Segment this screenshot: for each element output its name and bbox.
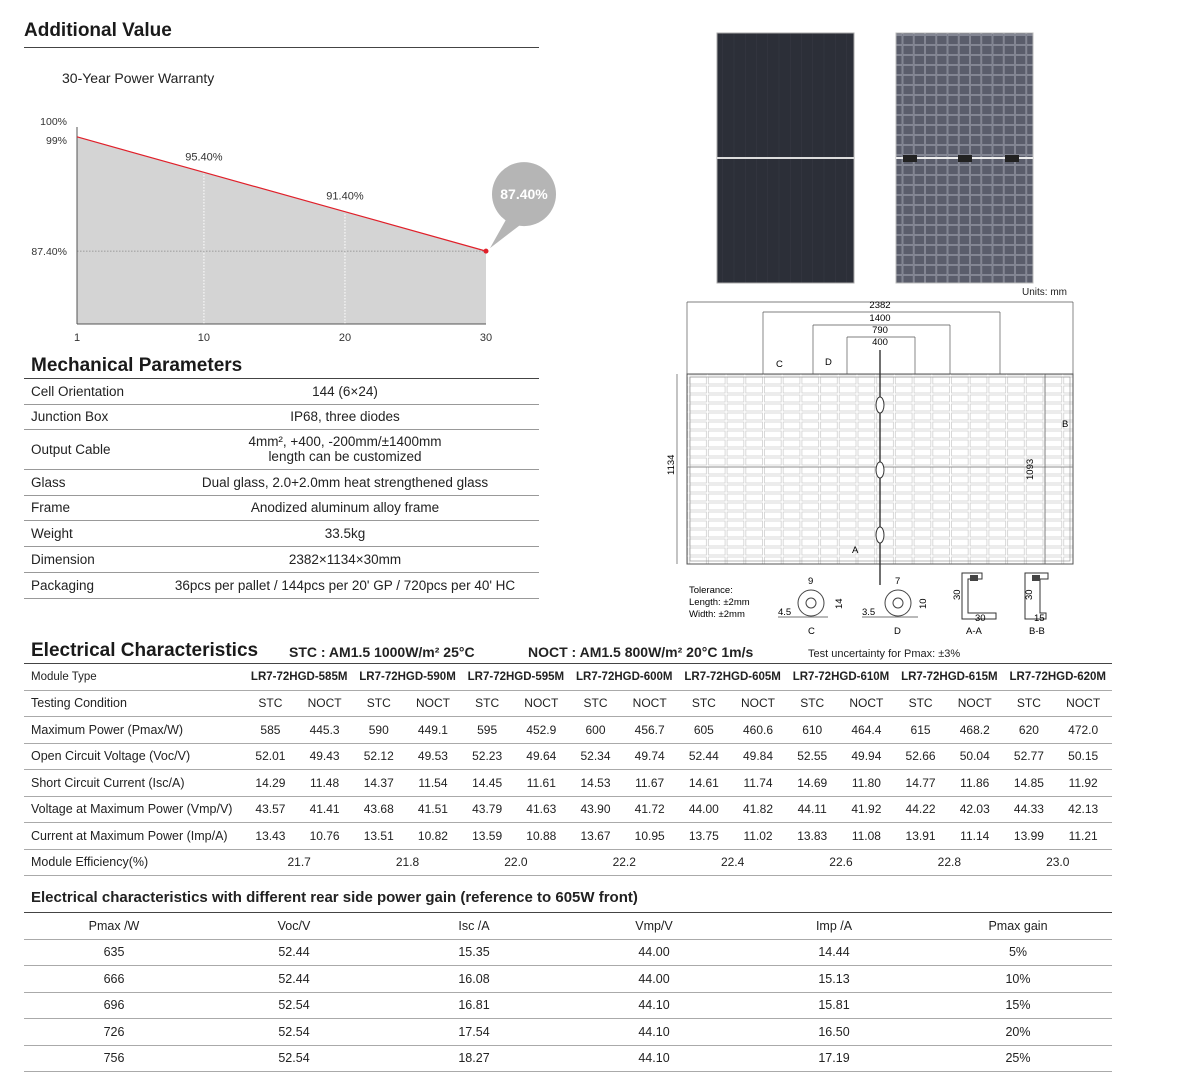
cell-value: 44.00 — [564, 939, 744, 966]
svg-text:4.5: 4.5 — [778, 607, 792, 618]
cell-value: 41.51 — [404, 796, 462, 823]
data-label: 95.40% — [185, 151, 223, 164]
x-tick-label: 10 — [197, 332, 211, 344]
cell-value: 756 — [24, 1045, 204, 1072]
cell-value: 52.54 — [204, 1045, 384, 1072]
rear-gain-heading: Electrical characteristics with different rear side power gain (reference to 605W front) — [31, 889, 638, 906]
cell-value: 41.82 — [729, 796, 787, 823]
svg-text:30: 30 — [975, 613, 986, 624]
width-tolerance: Width: ±2mm — [689, 609, 745, 620]
stc-label: STC — [678, 690, 729, 717]
back-panel-image — [896, 33, 1033, 283]
mechanical-value: IP68, three diodes — [290, 409, 400, 424]
mechanical-value-line: length can be customized — [268, 449, 422, 464]
mechanical-value: 2382×1134×30mm — [288, 551, 402, 567]
section-aa — [952, 573, 996, 637]
model-name: LR7-72HGD-615M — [895, 664, 1003, 690]
mechanical-key: Output Cable — [31, 441, 111, 457]
cell-value: 11.74 — [729, 770, 787, 797]
cell-value: 10.82 — [404, 823, 462, 850]
cell-value: 600 — [570, 717, 621, 744]
svg-text:30: 30 — [952, 589, 963, 600]
cell-value: 50.04 — [946, 743, 1004, 770]
noct-label: NOCT — [838, 690, 896, 717]
mechanical-value: Anodized aluminum alloy frame — [250, 500, 440, 515]
cell-value: 620 — [1004, 717, 1055, 744]
rear-gain-row — [24, 1019, 1112, 1046]
electrical-row — [24, 796, 1112, 823]
mechanical-key: Junction Box — [31, 409, 109, 424]
cell-value: 52.54 — [204, 992, 384, 1019]
dim-2382: 2382 — [869, 300, 891, 311]
column-header: Pmax /W — [24, 913, 204, 939]
label-c: C — [776, 359, 783, 370]
stc-label: STC — [462, 690, 513, 717]
x-tick-label: 1 — [73, 332, 81, 344]
cell-value: 52.12 — [353, 743, 404, 770]
model-name: LR7-72HGD-610M — [787, 664, 895, 690]
row-label: Open Circuit Voltage (Voc/V) — [24, 743, 245, 770]
mechanical-value: 36pcs per pallet / 144pcs per 20' GP / 720pcs per 40' HC — [174, 577, 516, 593]
cell-value: 472.0 — [1054, 717, 1112, 744]
column-header: Isc /A — [384, 913, 564, 939]
model-name: LR7-72HGD-600M — [570, 664, 678, 690]
cell-value: 20% — [924, 1019, 1112, 1046]
mechanical-row — [24, 520, 539, 547]
row-label: Testing Condition — [24, 690, 245, 717]
row-label: Current at Maximum Power (Imp/A) — [24, 823, 245, 850]
cell-value: 585 — [245, 717, 296, 744]
cell-value: 11.08 — [838, 823, 896, 850]
stc-condition: STC : AM1.5 1000W/m² 25°C — [289, 644, 475, 660]
mechanical-row — [24, 572, 539, 599]
dim-790: 790 — [872, 325, 888, 336]
dim-1093: 1093 — [1025, 458, 1036, 480]
noct-label: NOCT — [621, 690, 679, 717]
cell-value: 44.00 — [678, 796, 729, 823]
cell-value: 15.81 — [744, 992, 924, 1019]
svg-text:3.5: 3.5 — [862, 607, 876, 618]
cell-value: 14.77 — [895, 770, 946, 797]
cell-value: 52.23 — [462, 743, 513, 770]
cell-value: 16.08 — [384, 966, 564, 993]
test-uncertainty: Test uncertainty for Pmax: ±3% — [808, 648, 961, 660]
cell-value: 49.74 — [621, 743, 679, 770]
efficiency-value: 22.4 — [678, 849, 786, 876]
cell-value: 595 — [462, 717, 513, 744]
svg-text:30: 30 — [1024, 589, 1035, 600]
cell-value: 11.61 — [513, 770, 571, 797]
cell-value: 49.84 — [729, 743, 787, 770]
rear-gain-row — [24, 966, 1112, 993]
cell-value: 49.43 — [296, 743, 354, 770]
cell-value: 605 — [678, 717, 729, 744]
callout-label: 87.40% — [500, 186, 548, 203]
panel-images — [700, 25, 1060, 285]
cell-value: 52.54 — [204, 1019, 384, 1046]
cell-value: 445.3 — [296, 717, 354, 744]
cell-value: 10% — [924, 966, 1112, 993]
svg-text:9: 9 — [808, 576, 814, 587]
model-name: LR7-72HGD-620M — [1004, 664, 1112, 690]
cell-value: 610 — [787, 717, 838, 744]
mechanical-key: Dimension — [31, 551, 95, 567]
cell-value: 25% — [924, 1045, 1112, 1072]
detail-d — [862, 576, 929, 637]
cell-value: 15% — [924, 992, 1112, 1019]
cell-value: 14.85 — [1004, 770, 1055, 797]
efficiency-value: 23.0 — [1004, 849, 1112, 876]
technical-drawing — [666, 295, 1090, 640]
svg-text:7: 7 — [895, 576, 901, 587]
units-label: Units: mm — [1022, 287, 1067, 298]
mechanical-value: 33.5kg — [324, 525, 366, 541]
cell-value: 5% — [924, 939, 1112, 966]
cell-value: 15.13 — [744, 966, 924, 993]
cell-value: 10.88 — [513, 823, 571, 850]
mechanical-value-line: 4mm², +400, -200mm/±1400mm — [248, 434, 442, 449]
row-label: Module Type — [24, 664, 245, 690]
x-tick-label: 30 — [479, 332, 493, 344]
cell-value: 43.68 — [353, 796, 404, 823]
noct-label: NOCT — [729, 690, 787, 717]
cell-value: 17.19 — [744, 1045, 924, 1072]
cell-value: 14.37 — [353, 770, 404, 797]
cell-value: 42.13 — [1054, 796, 1112, 823]
cell-value: 460.6 — [729, 717, 787, 744]
rear-gain-header-row — [24, 913, 1112, 939]
warranty-area — [77, 137, 486, 324]
cell-value: 13.67 — [570, 823, 621, 850]
efficiency-value: 22.0 — [462, 849, 570, 876]
cell-value: 464.4 — [838, 717, 896, 744]
cell-value: 11.67 — [621, 770, 679, 797]
cell-value: 52.44 — [678, 743, 729, 770]
mechanical-value: Dual glass, 2.0+2.0mm heat strengthened glass — [201, 474, 489, 490]
cell-value: 50.15 — [1054, 743, 1112, 770]
cell-value: 14.53 — [570, 770, 621, 797]
cell-value: 590 — [353, 717, 404, 744]
mechanical-key: Packaging — [31, 577, 95, 593]
heading-rule — [24, 47, 539, 48]
mechanical-heading: Mechanical Parameters — [31, 355, 243, 376]
data-label: 91.40% — [326, 190, 364, 203]
stc-label: STC — [353, 690, 404, 717]
mechanical-key: Cell Orientation — [31, 384, 125, 399]
label-b: B — [1062, 419, 1069, 430]
mechanical-key: Glass — [31, 474, 66, 490]
cell-value: 13.99 — [1004, 823, 1055, 850]
cell-value: 635 — [24, 939, 204, 966]
data-point — [484, 249, 489, 254]
dim-1400: 1400 — [869, 313, 891, 324]
length-tolerance: Length: ±2mm — [689, 597, 750, 608]
efficiency-value: 21.7 — [245, 849, 353, 876]
stc-label: STC — [245, 690, 296, 717]
rear-gain-row — [24, 992, 1112, 1019]
electrical-heading: Electrical Characteristics — [31, 640, 259, 661]
label-a: A — [852, 545, 859, 556]
model-name: LR7-72HGD-590M — [353, 664, 461, 690]
cell-value: 13.43 — [245, 823, 296, 850]
electrical-row — [24, 770, 1112, 797]
cell-value: 11.80 — [838, 770, 896, 797]
noct-label: NOCT — [404, 690, 462, 717]
cell-value: 13.91 — [895, 823, 946, 850]
cell-value: 14.69 — [787, 770, 838, 797]
tolerance-label: Tolerance: — [689, 585, 733, 596]
column-header: Imp /A — [744, 913, 924, 939]
cell-value: 11.92 — [1054, 770, 1112, 797]
cell-value: 13.59 — [462, 823, 513, 850]
mechanical-row — [24, 495, 539, 521]
cell-value: 41.92 — [838, 796, 896, 823]
cell-value: 10.76 — [296, 823, 354, 850]
mechanical-key: Frame — [31, 500, 71, 515]
stc-label: STC — [570, 690, 621, 717]
cell-value: 11.48 — [296, 770, 354, 797]
cell-value: 42.03 — [946, 796, 1004, 823]
section-bb — [1024, 573, 1048, 637]
mechanical-row — [24, 379, 539, 405]
y-tick-label: 99% — [45, 134, 67, 147]
rear-gain-row — [24, 1045, 1112, 1072]
cell-value: 10.95 — [621, 823, 679, 850]
row-label: Voltage at Maximum Power (Vmp/V) — [24, 796, 245, 823]
front-panel-image — [717, 33, 854, 283]
cell-value: 52.44 — [204, 966, 384, 993]
warranty-chart — [24, 110, 564, 350]
y-tick-label: 87.40% — [31, 246, 67, 259]
noct-condition: NOCT : AM1.5 800W/m² 20°C 1m/s — [528, 644, 754, 660]
cell-value: 41.63 — [513, 796, 571, 823]
cell-value: 14.44 — [744, 939, 924, 966]
cell-value: 726 — [24, 1019, 204, 1046]
column-header: Pmax gain — [924, 913, 1112, 939]
x-tick-label: 20 — [338, 332, 352, 344]
cell-value: 52.34 — [570, 743, 621, 770]
warranty-title: 30-Year Power Warranty — [62, 70, 215, 86]
cell-value: 44.10 — [564, 1019, 744, 1046]
cell-value: 13.51 — [353, 823, 404, 850]
cell-value: 15.35 — [384, 939, 564, 966]
cell-value: 44.00 — [564, 966, 744, 993]
cell-value: 52.55 — [787, 743, 838, 770]
dim-1134: 1134 — [666, 454, 677, 475]
mechanical-row — [24, 429, 539, 470]
stc-label: STC — [787, 690, 838, 717]
cell-value: 44.33 — [1004, 796, 1055, 823]
cell-value: 43.79 — [462, 796, 513, 823]
svg-text:D: D — [894, 626, 901, 637]
cell-value: 456.7 — [621, 717, 679, 744]
cell-value: 49.53 — [404, 743, 462, 770]
noct-label: NOCT — [513, 690, 571, 717]
additional-value-heading: Additional Value — [24, 20, 172, 41]
mechanical-row — [24, 546, 539, 573]
dim-400: 400 — [872, 337, 888, 348]
rear-gain-row — [24, 939, 1112, 966]
electrical-row — [24, 823, 1112, 850]
svg-text:10: 10 — [918, 598, 929, 609]
cell-value: 615 — [895, 717, 946, 744]
electrical-row — [24, 717, 1112, 744]
efficiency-value: 21.8 — [353, 849, 461, 876]
cell-value: 44.11 — [787, 796, 838, 823]
testing-condition-row — [24, 690, 1112, 717]
model-name: LR7-72HGD-585M — [245, 664, 353, 690]
rear-gain-table — [24, 913, 1112, 1072]
module-type-row — [24, 664, 1112, 690]
cell-value: 14.45 — [462, 770, 513, 797]
electrical-table — [24, 664, 1112, 876]
cell-value: 44.10 — [564, 992, 744, 1019]
cell-value: 14.61 — [678, 770, 729, 797]
cell-value: 41.41 — [296, 796, 354, 823]
cell-value: 43.57 — [245, 796, 296, 823]
cell-value: 17.54 — [384, 1019, 564, 1046]
cell-value: 52.77 — [1004, 743, 1055, 770]
model-name: LR7-72HGD-605M — [678, 664, 786, 690]
cell-value: 452.9 — [513, 717, 571, 744]
noct-label: NOCT — [296, 690, 354, 717]
mechanical-row — [24, 469, 539, 496]
y-tick-label: 100% — [40, 116, 67, 128]
svg-text:14: 14 — [834, 598, 845, 609]
efficiency-value: 22.2 — [570, 849, 678, 876]
column-header: Voc/V — [204, 913, 384, 939]
cell-value: 11.54 — [404, 770, 462, 797]
efficiency-row — [24, 849, 1112, 876]
cell-value: 11.14 — [946, 823, 1004, 850]
cell-value: 49.94 — [838, 743, 896, 770]
label-d: D — [825, 357, 832, 368]
cell-value: 52.44 — [204, 939, 384, 966]
stc-label: STC — [1004, 690, 1055, 717]
cell-value: 13.75 — [678, 823, 729, 850]
cell-value: 13.83 — [787, 823, 838, 850]
noct-label: NOCT — [1054, 690, 1112, 717]
cell-value: 449.1 — [404, 717, 462, 744]
cell-value: 696 — [24, 992, 204, 1019]
cell-value: 44.22 — [895, 796, 946, 823]
model-name: LR7-72HGD-595M — [462, 664, 570, 690]
row-label: Short Circuit Current (Isc/A) — [24, 770, 245, 797]
mechanical-value: 144 (6×24) — [312, 384, 378, 399]
row-label: Maximum Power (Pmax/W) — [24, 717, 245, 744]
cell-value: 41.72 — [621, 796, 679, 823]
cell-value: 52.66 — [895, 743, 946, 770]
cell-value: 43.90 — [570, 796, 621, 823]
detail-c — [778, 576, 845, 637]
mechanical-value — [151, 434, 539, 464]
svg-text:B-B: B-B — [1029, 626, 1045, 637]
cell-value: 468.2 — [946, 717, 1004, 744]
mechanical-key: Weight — [31, 525, 73, 541]
cell-value: 11.86 — [946, 770, 1004, 797]
electrical-row — [24, 743, 1112, 770]
row-label: Module Efficiency(%) — [24, 849, 245, 876]
cell-value: 16.50 — [744, 1019, 924, 1046]
cell-value: 11.21 — [1054, 823, 1112, 850]
cell-value: 18.27 — [384, 1045, 564, 1072]
cell-value: 16.81 — [384, 992, 564, 1019]
efficiency-value: 22.8 — [895, 849, 1003, 876]
cell-value: 49.64 — [513, 743, 571, 770]
stc-label: STC — [895, 690, 946, 717]
svg-text:A-A: A-A — [966, 626, 982, 637]
svg-text:C: C — [808, 626, 815, 637]
noct-label: NOCT — [946, 690, 1004, 717]
column-header: Vmp/V — [564, 913, 744, 939]
cell-value: 44.10 — [564, 1045, 744, 1072]
cell-value: 52.01 — [245, 743, 296, 770]
cell-value: 11.02 — [729, 823, 787, 850]
cell-value: 666 — [24, 966, 204, 993]
cell-value: 14.29 — [245, 770, 296, 797]
mechanical-row — [24, 404, 539, 430]
efficiency-value: 22.6 — [787, 849, 895, 876]
svg-text:15: 15 — [1034, 613, 1045, 624]
